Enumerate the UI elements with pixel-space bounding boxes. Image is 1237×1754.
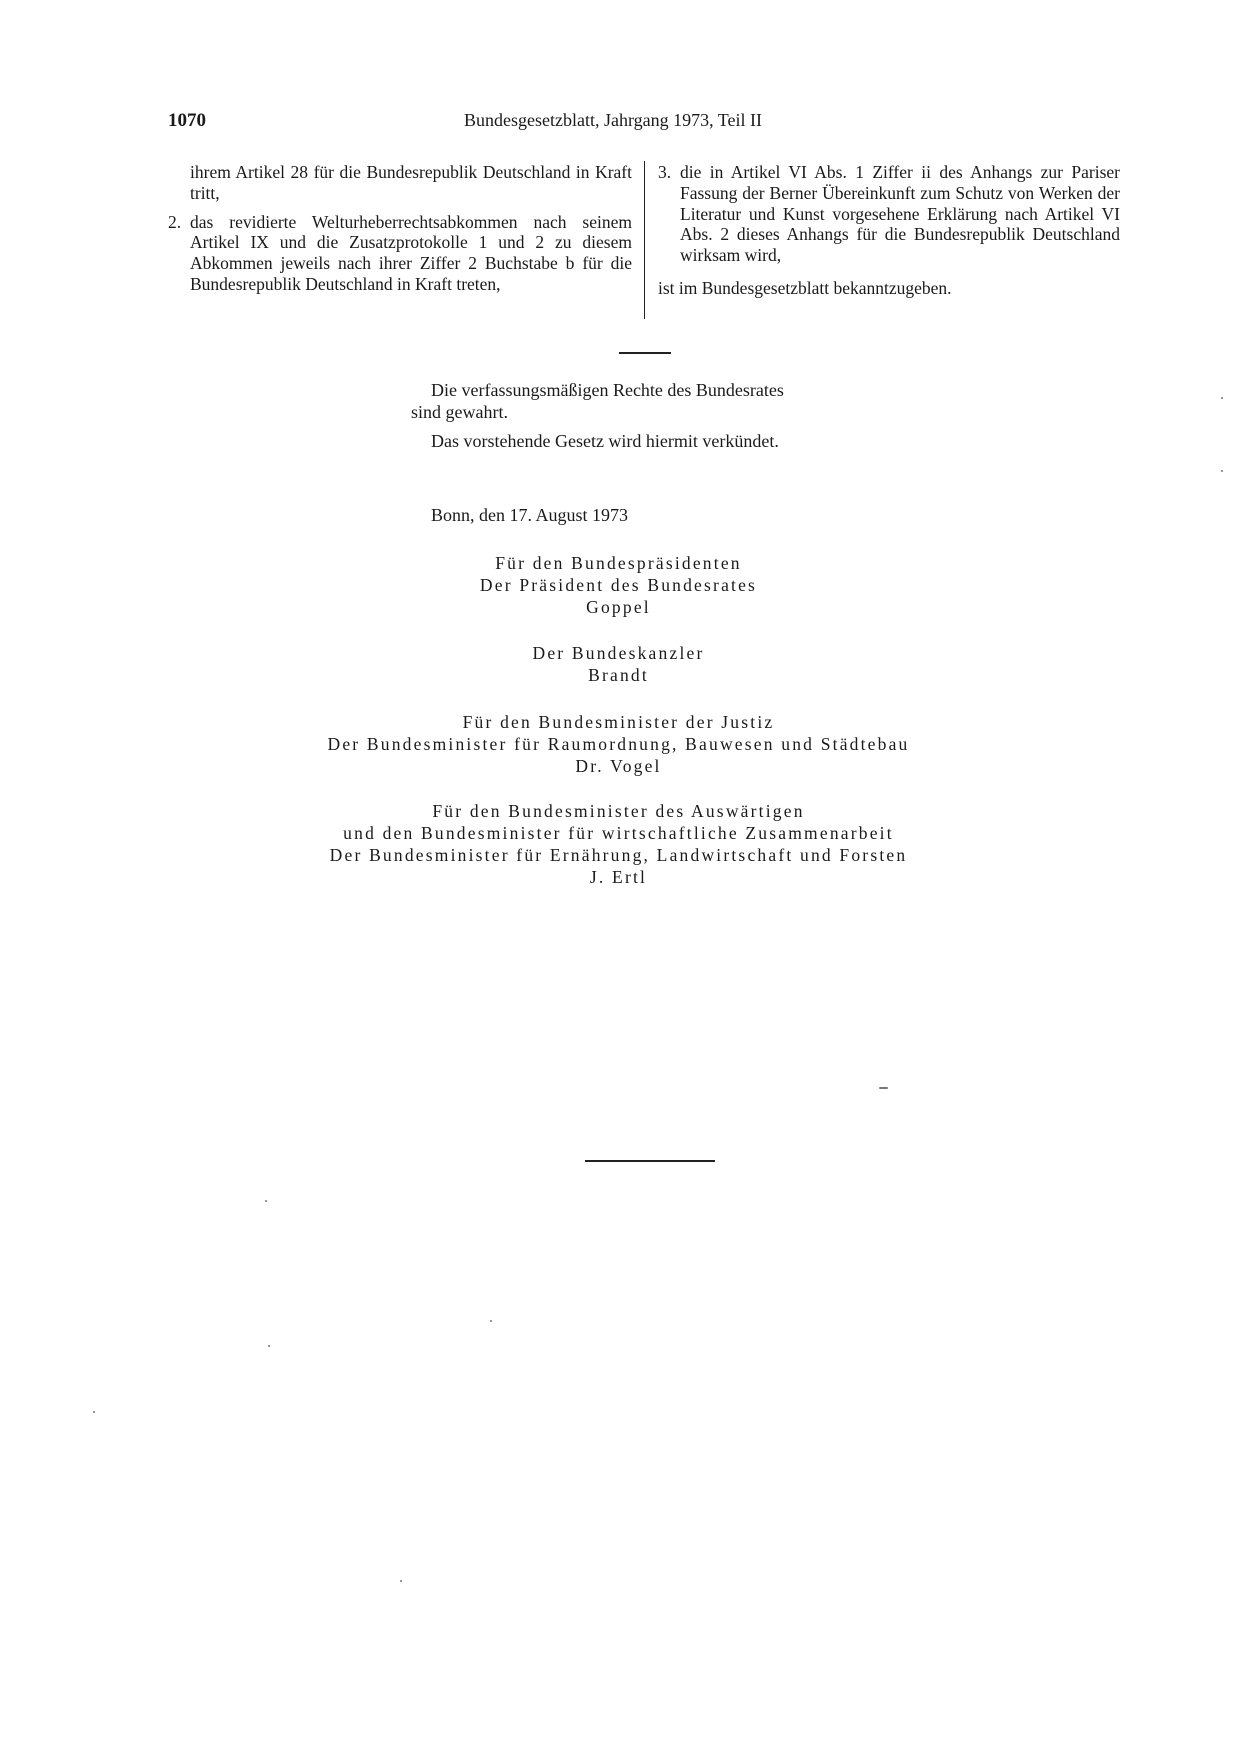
signature-block-foreign-affairs	[0, 800, 1237, 888]
rights-line-2: sind gewahrt.	[411, 402, 508, 422]
signature-line: Der Bundesminister für Raumordnung, Bauwesen und Städtebau	[327, 734, 910, 754]
signature-name: Brandt	[588, 665, 649, 685]
signature-name: J. Ertl	[589, 867, 648, 887]
signature-line: Für den Bundesminister der Justiz	[462, 712, 775, 732]
rights-line-1: Die verfassungsmäßigen Rechte des Bundesrates	[431, 380, 784, 400]
page-number: 1070	[168, 110, 206, 131]
proclamation-text: Das vorstehende Gesetz wird hiermit verkündet.	[431, 431, 779, 451]
place-date: Bonn, den 17. August 1973	[431, 505, 629, 525]
signature-line: Der Präsident des Bundesrates	[479, 575, 758, 595]
end-rule	[585, 1160, 715, 1162]
running-head: Bundesgesetzblatt, Jahrgang 1973, Teil II	[464, 110, 763, 130]
signature-line: Der Bundesminister für Ernährung, Landwirtschaft und Forsten	[329, 845, 908, 865]
scan-speck	[1221, 470, 1223, 472]
signature-block-chancellor	[0, 642, 1237, 686]
signature-name: Dr. Vogel	[575, 756, 662, 776]
item-number: 3.	[658, 162, 672, 182]
scan-speck	[1221, 397, 1223, 399]
signature-line: Für den Bundespräsidenten	[495, 553, 742, 573]
scan-speck	[490, 1320, 492, 1322]
item-number: 2.	[168, 211, 182, 232]
section-divider	[619, 352, 671, 354]
closing-text: ist im Bundesgesetzblatt bekanntzugeben.	[658, 277, 952, 298]
signature-line: und den Bundesminister für wirtschaftliche Zusammenarbeit	[343, 823, 894, 843]
scan-speck	[400, 1580, 402, 1582]
signature-name: Goppel	[586, 597, 651, 617]
scan-speck	[879, 1087, 888, 1089]
list-item-2	[168, 212, 632, 295]
signature-block-president	[0, 552, 1237, 618]
scan-speck	[93, 1411, 95, 1413]
signature-block-justice	[0, 711, 1237, 777]
item-text: das revidierte Welturheberrechtsabkommen nach seinem Artikel IX und die Zusatzprotokolle 1 und 2 zu diesem Abkommen jeweils nach ihrer Ziffer 2 Buchstabe b für die Bundesrepublik Deutschland in Kraft treten,	[190, 211, 632, 294]
item-text: die in Artikel VI Abs. 1 Ziffer ii des Anhangs zur Pariser Fassung der Berner Übereinkunft zum Schutz von Werken der Literatur und Kunst vorgesehene Erklärung nach Artikel VI Abs. 2 dieses Anhangs für die Bundesrepublik Deutschland wirksam wird,	[680, 162, 1120, 266]
list-item-3	[658, 162, 1120, 266]
continuation-text: ihrem Artikel 28 für die Bundesrepublik Deutschland in Kraft tritt,	[190, 162, 632, 203]
scan-speck	[265, 1200, 267, 1202]
signature-line: Für den Bundesminister des Auswärtigen	[432, 801, 805, 821]
column-divider	[644, 161, 645, 319]
scan-speck	[268, 1345, 270, 1347]
right-column	[658, 162, 1120, 299]
left-column	[168, 162, 632, 295]
signature-line: Der Bundeskanzler	[532, 643, 705, 663]
